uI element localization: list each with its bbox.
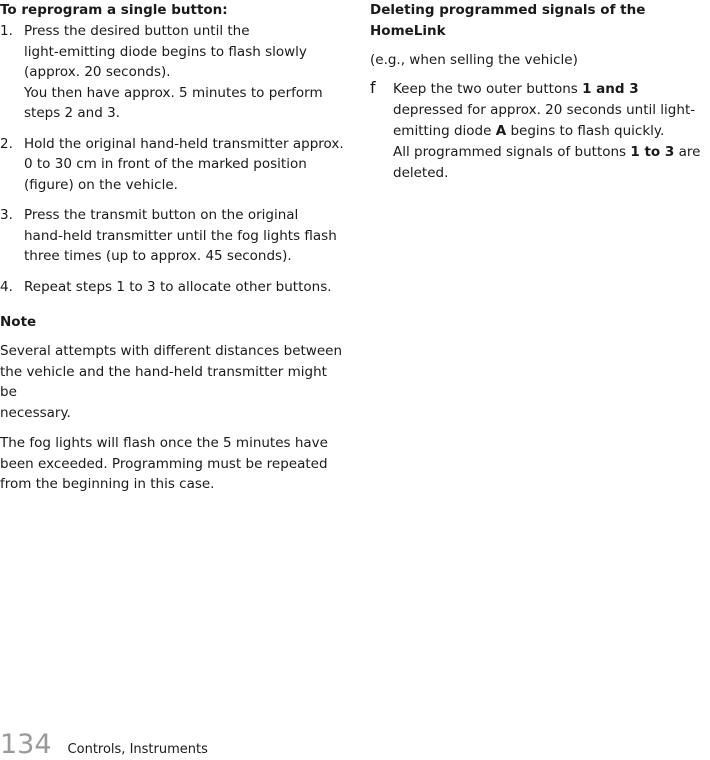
step-1 xyxy=(0,21,348,124)
para-line: necessary. xyxy=(0,404,71,421)
step-number: 4. xyxy=(0,278,13,295)
step-line: light-emitting diode begins to flash slowly xyxy=(24,43,307,60)
step-line: hand-held transmitter until the fog lights flash xyxy=(24,227,337,244)
note-heading: Note xyxy=(0,314,37,330)
text-run: Keep the two outer buttons xyxy=(393,80,583,97)
instruction-line: deleted. xyxy=(393,164,449,181)
para-line: been exceeded. Programming must be repeated xyxy=(0,455,328,472)
page-footer xyxy=(0,730,208,760)
step-line: steps 2 and 3. xyxy=(24,105,120,121)
left-column xyxy=(0,0,348,505)
heading-line: Deleting programmed signals of the xyxy=(370,2,646,18)
step-4 xyxy=(0,277,348,298)
para-line: the vehicle and the hand-held transmitter might be xyxy=(0,363,327,400)
text-run: All programmed signals of buttons xyxy=(393,143,631,160)
step-line: (figure) on the vehicle. xyxy=(24,176,178,193)
bold-run: A xyxy=(495,122,507,139)
section-title: Controls, Instruments xyxy=(67,742,208,757)
text-run: begins to flash quickly. xyxy=(506,122,665,139)
step-line: You then have approx. 5 minutes to perform xyxy=(24,84,323,101)
step-line: 0 to 30 cm in front of the marked position xyxy=(24,156,307,172)
instruction-line xyxy=(393,121,710,142)
page-number: 134 xyxy=(0,729,52,760)
deleting-heading xyxy=(370,0,710,42)
deleting-subheading: (e.g., when selling the vehicle) xyxy=(370,52,578,68)
step-line: Press the desired button until the xyxy=(24,23,250,39)
step-3 xyxy=(0,205,348,267)
instruction-line: depressed for approx. 20 seconds until light- xyxy=(393,101,696,118)
step-number: 2. xyxy=(0,135,13,152)
reprogram-heading: To reprogram a single button: xyxy=(0,2,228,18)
bold-run: 1 and 3 xyxy=(582,80,639,97)
instruction-bullet-icon: f xyxy=(370,77,376,97)
note-paragraph-1 xyxy=(0,341,348,423)
step-line: three times (up to approx. 45 seconds). xyxy=(24,248,292,264)
text-run: are xyxy=(674,143,701,160)
para-line: The fog lights will flash once the 5 minutes have xyxy=(0,435,328,451)
step-line: (approx. 20 seconds). xyxy=(24,64,171,80)
step-line: Press the transmit button on the original xyxy=(24,207,299,223)
para-line: from the beginning in this case. xyxy=(0,476,215,492)
step-number: 1. xyxy=(0,23,13,39)
bold-run: 1 to 3 xyxy=(630,143,675,160)
delete-instruction xyxy=(370,79,710,184)
instruction-line xyxy=(393,79,710,100)
right-column xyxy=(370,0,710,184)
text-run: emitting diode xyxy=(393,122,496,139)
note-paragraph-2 xyxy=(0,433,348,495)
step-2 xyxy=(0,134,348,196)
step-line: Hold the original hand-held transmitter approx. xyxy=(24,135,344,152)
step-line: Repeat steps 1 to 3 to allocate other buttons. xyxy=(24,278,332,295)
step-number: 3. xyxy=(0,207,13,223)
para-line: Several attempts with different distances between xyxy=(0,343,343,359)
heading-line: HomeLink xyxy=(370,23,446,39)
instruction-line xyxy=(393,142,710,163)
